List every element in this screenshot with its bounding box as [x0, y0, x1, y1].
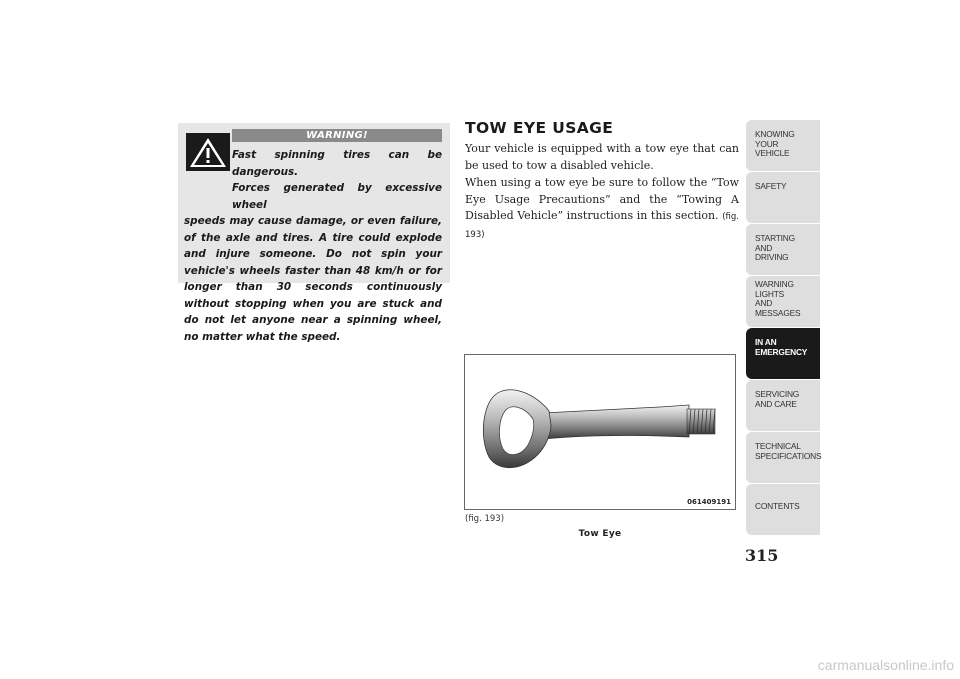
figure-label: (fig. 193): [465, 514, 505, 524]
tab-starting-and-driving[interactable]: STARTING AND DRIVING: [746, 224, 820, 275]
tab-servicing-and-care[interactable]: SERVICING AND CARE: [746, 380, 820, 431]
tab-contents[interactable]: CONTENTS: [746, 484, 820, 535]
figure-reference-link[interactable]: (fig. 193): [465, 212, 740, 240]
warning-body: speeds may cause damage, or even failure, of the axle and tires. A tire could explode and injure someone. Do not spin your vehicle's wheels faster than 48 km/h or for longer than 30 seconds continuously without stopping when you are stuck and do not let anyone near a spinning wheel, no matter what the speed.: [184, 215, 442, 343]
tab-technical-specifications[interactable]: TECHNICAL SPECIFICATIONS: [746, 432, 820, 483]
warning-text: [184, 147, 442, 345]
tab-knowing-your-vehicle[interactable]: KNOWING YOUR VEHICLE: [746, 120, 820, 171]
tow-eye-figure: [464, 354, 736, 510]
warning-box: [178, 123, 450, 343]
warning-title: WARNING!: [232, 129, 442, 142]
paragraph-instructions: [465, 175, 739, 243]
tab-safety[interactable]: SAFETY: [746, 172, 820, 223]
figure-caption: Tow Eye: [578, 529, 622, 539]
tow-eye-illustration: [465, 355, 735, 509]
tab-warning-lights-and-messages[interactable]: WARNING LIGHTS AND MESSAGES: [746, 276, 820, 327]
warning-line-2: Forces generated by excessive wheel: [232, 182, 442, 211]
figure-code: 061409191: [687, 498, 731, 506]
paragraph-intro: Your vehicle is equipped with a tow eye that can be used to tow a disabled vehicle.: [465, 142, 739, 172]
chapter-tabs: [746, 120, 820, 536]
paragraph-instructions-text: When using a tow eye be sure to follow the “Tow Eye Usage Precautions” and the “Towing A Disabled Vehicle” instructions in this section.: [465, 176, 739, 222]
page-number: 315: [745, 546, 779, 565]
tab-in-an-emergency[interactable]: IN AN EMERGENCY: [746, 328, 820, 379]
warning-line-1: Fast spinning tires can be dangerous.: [232, 149, 442, 178]
section-title: TOW EYE USAGE: [465, 119, 614, 137]
watermark: carmanualsonline.info: [817, 657, 954, 673]
